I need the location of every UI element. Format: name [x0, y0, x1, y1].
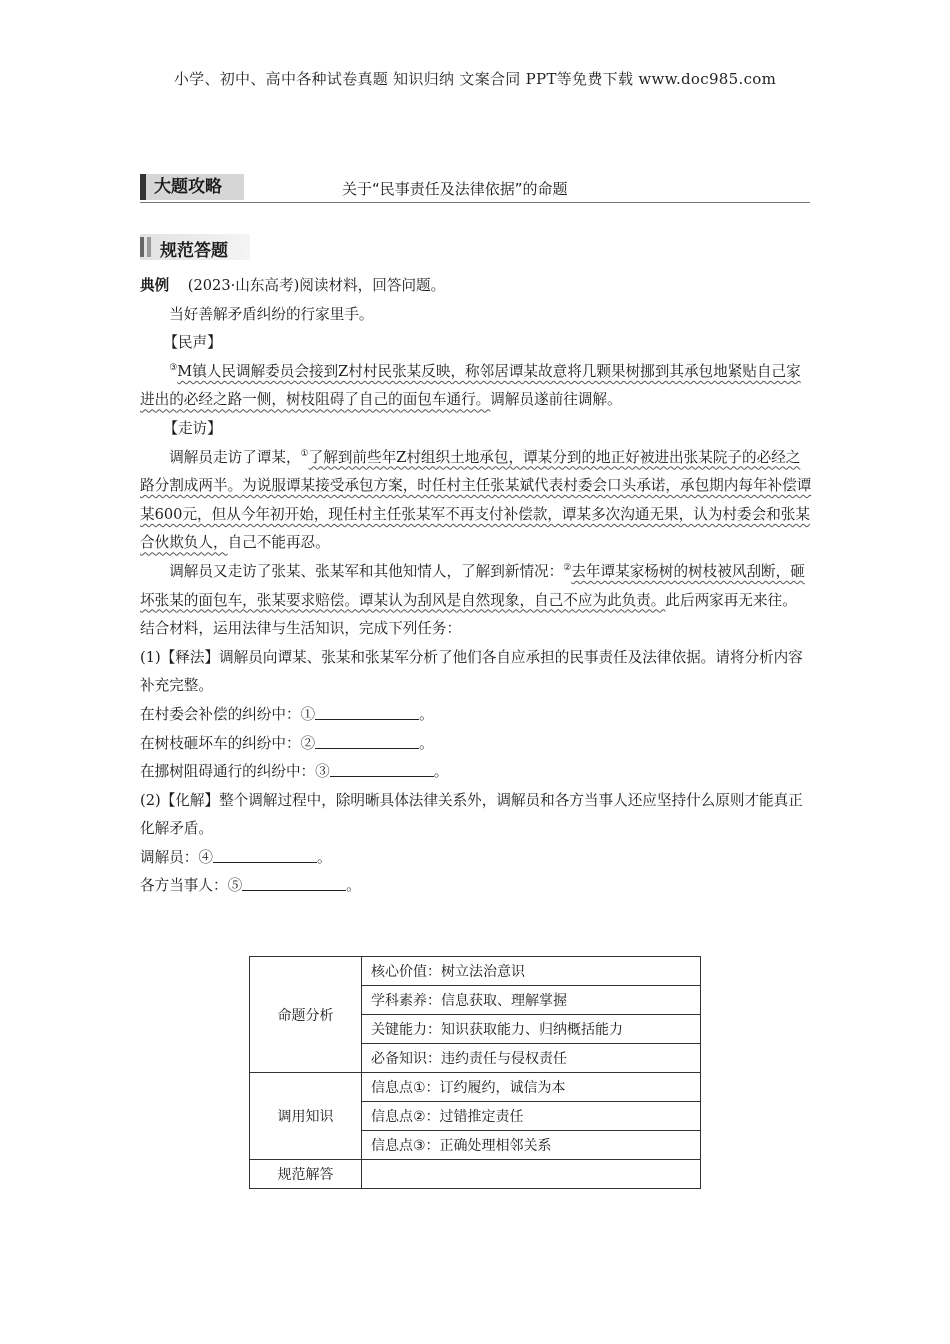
answer-line-4 — [140, 844, 812, 873]
minsheng-paragraph — [140, 358, 812, 415]
question-number: (2) — [140, 791, 161, 809]
table-row — [250, 957, 701, 986]
table-cell: 关键能力：知识获取能力、归纳概括能力 — [362, 1015, 701, 1044]
zoufang1-pre: 调解员走访了谭某， — [169, 448, 301, 466]
answer-end: 。 — [346, 877, 361, 895]
answer-end: 。 — [316, 848, 332, 866]
info-marker: ③ — [169, 362, 178, 373]
table-cell: 信息点③：正确处理相邻关系 — [362, 1131, 701, 1160]
question-body — [140, 272, 812, 901]
site-watermark: 小学、初中、高中各种试卷真题 知识归纳 文案合同 PPT等免费下载 www.doc985.com — [173, 70, 777, 88]
analysis-table — [249, 956, 701, 1189]
table-cell: 信息点②：过错推定责任 — [362, 1102, 701, 1131]
table-row — [250, 1160, 701, 1189]
example-source: (2023·山东高考)阅读材料，回答问题。 — [187, 277, 446, 294]
category-cell: 调用知识 — [250, 1073, 362, 1160]
chapter-title: 关于“民事责任及法律依据”的命题 — [342, 180, 568, 198]
question-text: 整个调解过程中，除明晰具体法律关系外，调解员和各方当事人还应坚持什么原则才能真正化解矛盾。 — [140, 791, 803, 838]
answer-line-2 — [140, 730, 812, 759]
answer-cell[interactable] — [362, 1160, 701, 1189]
info-marker: ① — [300, 448, 309, 459]
task-intro: 结合材料，运用法律与生活知识，完成下列任务： — [140, 620, 462, 638]
category-cell: 规范解答 — [250, 1160, 362, 1189]
question-number: (1) — [140, 648, 161, 666]
info-marker: ② — [563, 562, 572, 573]
answer-prompt: 在挪树阻碍通行的纠纷中：③ — [140, 763, 330, 781]
category-cell: 命题分析 — [250, 957, 362, 1073]
answer-blank-2[interactable] — [315, 734, 419, 749]
minsheng-title: 【民声】 — [163, 334, 222, 352]
chapter-badge: 大题攻略 — [140, 174, 244, 200]
zoufang2-pre: 调解员又走访了张某、张某军和其他知情人，了解到新情况： — [169, 562, 564, 580]
table-cell: 信息点①：订约履约，诚信为本 — [362, 1073, 701, 1102]
question-2 — [140, 787, 812, 844]
table-cell: 核心价值：树立法治意识 — [362, 957, 701, 986]
chapter-header — [140, 172, 810, 203]
answer-prompt: 在树枝砸坏车的纠纷中：② — [140, 734, 316, 752]
zoufang2-tail: 此后两家再无来往。 — [665, 591, 797, 609]
section-title: 规范答题 — [160, 241, 228, 261]
answer-prompt: 各方当事人：⑤ — [140, 877, 243, 895]
minsheng-tail: 调解员遂前往调解。 — [490, 391, 622, 409]
answer-prompt: 在村委会补偿的纠纷中：① — [140, 705, 316, 723]
answer-end: 。 — [419, 734, 434, 752]
answer-line-3 — [140, 758, 812, 787]
section-bars-icon — [140, 237, 154, 257]
answer-end: 。 — [419, 705, 434, 723]
material-intro: 当好善解矛盾纠纷的行家里手。 — [169, 305, 374, 323]
answer-blank-5[interactable] — [242, 876, 346, 891]
zoufang-paragraph-1 — [140, 444, 812, 558]
question-1 — [140, 644, 812, 701]
answer-line-1 — [140, 701, 812, 730]
minsheng-highlight: M镇人民调解委员会接到Z村村民张某反映，称邻居谭某故意将几颗果树挪到其承包地紧贴自己家进出的必经之路一侧，树枝阻碍了自己的面包车通行。 — [140, 362, 801, 409]
zoufang-paragraph-2 — [140, 558, 812, 615]
answer-blank-1[interactable] — [315, 705, 419, 720]
example-line — [140, 272, 812, 301]
table-cell: 学科素养：信息获取、理解掌握 — [362, 986, 701, 1015]
answer-prompt: 调解员：④ — [140, 848, 213, 866]
answer-blank-4[interactable] — [213, 848, 317, 863]
answer-line-5 — [140, 872, 812, 901]
zoufang2-highlight: 去年谭某家杨树的树枝被风刮断，砸坏张某的面包车，张某要求赔偿。谭某认为刮风是自然现象，自己不应为此负责。 — [140, 562, 805, 609]
zoufang1-highlight: 了解到前些年Z村组织土地承包，谭某分到的地正好被进出张某院子的必经之路分割成两半。为说服谭某接受承包方案，时任村主任张某斌代表村委会口头承诺，承包期内每年补偿谭某600元，但从今年初开始，现任村主任张某军不再支付补偿款，谭某多次沟通无果，认为村委会和张某合伙欺负人， — [140, 448, 812, 552]
table-row — [250, 1073, 701, 1102]
example-label: 典例 — [140, 277, 170, 294]
table-cell: 必备知识：违约责任与侵权责任 — [362, 1044, 701, 1073]
question-text: 调解员向谭某、张某和张某军分析了他们各自应承担的民事责任及法律依据。请将分析内容补充完整。 — [140, 648, 803, 695]
answer-blank-3[interactable] — [330, 762, 434, 777]
section-heading — [140, 234, 250, 260]
answer-end: 。 — [433, 763, 449, 781]
zoufang1-tail: 自己不能再忍。 — [227, 534, 330, 552]
question-tag: 【化解】 — [160, 791, 220, 809]
question-tag: 【释法】 — [160, 648, 220, 666]
zoufang-title: 【走访】 — [163, 419, 222, 437]
